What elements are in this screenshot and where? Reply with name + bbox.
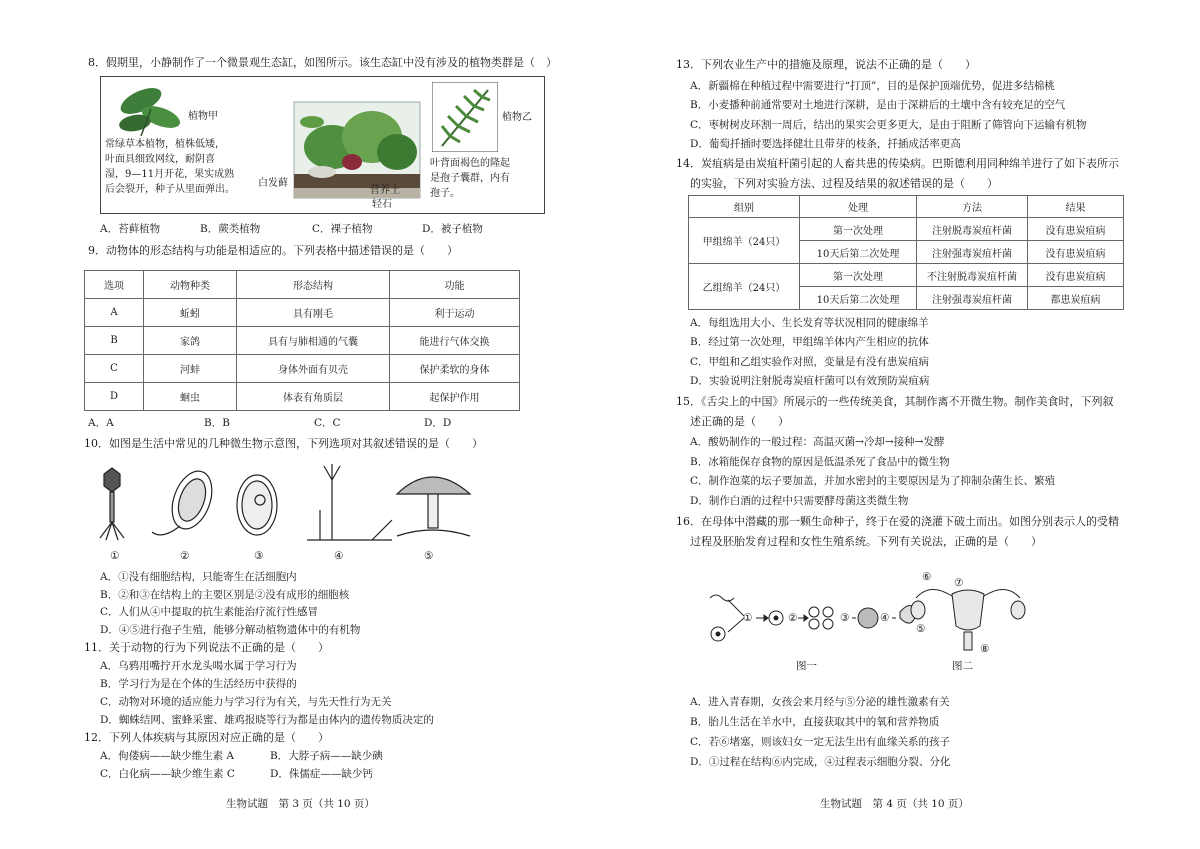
- table-row: [85, 299, 520, 327]
- q11-option-d[interactable]: D．蜘蛛结网、蜜蜂采蜜、雄鸡报晓等行为都是由体内的遗传物质决定的: [100, 714, 434, 726]
- cell: B: [85, 327, 144, 355]
- q13-option-d[interactable]: D．葡萄扦插时要选择健壮且带芽的枝条，扦插成活率更高: [690, 138, 961, 150]
- fig1-caption: 图一: [796, 660, 817, 672]
- q12-option-a[interactable]: A．佝偻病——缺少维生素 A: [100, 750, 235, 762]
- table-row: [85, 327, 520, 355]
- q9-table: [84, 270, 520, 411]
- cell: 体表有角质层: [237, 383, 390, 411]
- q16-option-b[interactable]: B．胎儿生活在羊水中，直接获取其中的氧和营养物质: [690, 716, 940, 728]
- q9-header-function: 功能: [390, 271, 520, 299]
- table-row: [85, 355, 520, 383]
- plant-b-box: [428, 80, 540, 208]
- cell: 注射强毒炭疽杆菌: [917, 287, 1028, 310]
- q10-option-c[interactable]: C．人们从④中提取的抗生素能治疗流行性感冒: [100, 606, 319, 618]
- q14-option-b[interactable]: B．经过第一次处理，甲组绵羊体内产生相应的抗体: [690, 336, 929, 348]
- table-row: [85, 383, 520, 411]
- fig2-num-6: ⑥: [922, 571, 932, 583]
- fig1-num-1: ①: [743, 612, 753, 624]
- q11-option-c[interactable]: C．动物对环境的适应能力与学习行为有关，与先天性行为无关: [100, 696, 392, 708]
- cell: 具有与肺相通的气囊: [237, 327, 390, 355]
- cell: 10天后第二次处理: [800, 287, 917, 310]
- q13-option-c[interactable]: C．枣树树皮环割一周后，结出的果实会更多更大，是由于阻断了筛管向下运输有机物: [690, 119, 1087, 131]
- q10-option-b[interactable]: B．②和③在结构上的主要区别是②没有成形的细胞核: [100, 589, 350, 601]
- q8-option-b[interactable]: B．蕨类植物: [200, 223, 261, 235]
- q13-option-b[interactable]: B．小麦播种前通常要对土地进行深耕，是由于深耕后的土壤中含有较充足的空气: [690, 99, 1066, 111]
- cell: 家鸽: [144, 327, 237, 355]
- q12-option-c[interactable]: C．白化病——缺少维生素 C: [100, 768, 235, 780]
- fig-num-3: ③: [254, 550, 264, 562]
- q8-option-c[interactable]: C．裸子植物: [312, 223, 373, 235]
- q12-stem: 12．下列人体疾病与其原因对应正确的是（ ）: [84, 731, 329, 744]
- fig2-num-5: ⑤: [916, 623, 926, 635]
- group-b-cell: 乙组绵羊（24只）: [689, 264, 800, 310]
- q16-option-d[interactable]: D．①过程在结构⑥内完成，④过程表示细胞分裂、分化: [690, 756, 951, 768]
- plant-a-title: 植物甲: [188, 111, 218, 122]
- cell: D: [85, 383, 144, 411]
- q9-stem: 9．动物体的形态结构与功能是相适应的。下列表格中描述错误的是（ ）: [88, 244, 458, 257]
- label-moss: 白发藓: [258, 178, 288, 189]
- q14-stem-1: 14．炭疽病是由炭疽杆菌引起的人畜共患的传染病。巴斯德利用同种绵羊进行了如下表所示: [676, 157, 1119, 170]
- q14-table: [688, 195, 1124, 310]
- q16-stem-2: 过程及胚胎发育过程和女性生殖系统。下列有关说法，正确的是（ ）: [690, 535, 1042, 548]
- fern-leaf-icon: [432, 82, 498, 152]
- yeast-icon: [237, 475, 277, 535]
- fig2-num-7: ⑦: [954, 577, 964, 589]
- cell: C: [85, 355, 144, 383]
- q9-option-c[interactable]: C．C: [314, 417, 341, 429]
- q11-option-b[interactable]: B．学习行为是在个体的生活经历中获得的: [100, 678, 297, 690]
- q10-stem: 10．如图是生活中常见的几种微生物示意图，下列选项对其叙述错误的是（ ）: [84, 437, 483, 450]
- q8-stem: 8．假期里，小静制作了一个微景观生态缸，如图所示。该生态缸中没有涉及的植物类群是（ ）: [88, 56, 557, 69]
- plant-a-desc-2: 叶面具细致网纹，耐阴喜: [105, 154, 215, 165]
- q9-header-animal: 动物种类: [144, 271, 237, 299]
- cell: 没有患炭疽病: [1028, 241, 1124, 264]
- cell: 身体外面有贝壳: [237, 355, 390, 383]
- fig-num-5: ⑤: [424, 550, 434, 562]
- q15-option-b[interactable]: B．冰箱能保存食物的原因是低温杀死了食品中的微生物: [690, 456, 950, 468]
- group-a-cell: 甲组绵羊（24只）: [689, 218, 800, 264]
- q15-option-a[interactable]: A．酸奶制作的一般过程：高温灭菌→冷却→接种→发酵: [690, 436, 945, 448]
- plant-a-leaf-icon: [111, 81, 191, 141]
- q14-header-group: 组别: [689, 196, 800, 218]
- plant-b-title: 植物乙: [502, 112, 532, 123]
- fig2-num-8: ⑧: [980, 643, 990, 655]
- cell: 利于运动: [390, 299, 520, 327]
- microbes-figure: [92, 460, 472, 552]
- cell: 保护柔软的身体: [390, 355, 520, 383]
- q14-header-treatment: 处理: [800, 196, 917, 218]
- q14-stem-2: 的实验，下列对实验方法、过程及结果的叙述错误的是（ ）: [690, 177, 998, 190]
- plant-a-desc-4: 后会裂开，种子从里面弹出。: [105, 184, 235, 195]
- plant-b-desc-1: 叶背面褐色的隆起: [430, 158, 510, 169]
- bacterium-icon: [152, 466, 219, 535]
- q16-option-a[interactable]: A．进入青春期，女孩会来月经与⑤分泌的雄性激素有关: [690, 696, 950, 708]
- penicillium-icon: [307, 464, 392, 540]
- q15-option-c[interactable]: C．制作泡菜的坛子要加盖，并加水密封的主要原因是为了抑制杂菌生长、繁殖: [690, 475, 1056, 487]
- table-row: [689, 264, 1124, 287]
- q9-option-d[interactable]: D．D: [424, 417, 452, 429]
- q12-option-b[interactable]: B．大脖子病——缺少碘: [270, 750, 383, 762]
- q9-option-a[interactable]: A．A: [88, 417, 114, 429]
- plant-a-desc-3: 湿，9—11月开花，果实成熟: [105, 169, 235, 180]
- page-footer-3: 生物试题 第 3 页（共 10 页）: [226, 798, 375, 810]
- fig2-caption: 图二: [952, 660, 973, 672]
- q16-stem-1: 16．在母体中潜藏的那一颗生命种子，终于在爱的浇灌下破土而出。如图分别表示人的受精: [676, 515, 1119, 528]
- cell: 没有患炭疽病: [1028, 218, 1124, 241]
- q14-header-method: 方法: [917, 196, 1028, 218]
- cell: 没有患炭疽病: [1028, 264, 1124, 287]
- fig1-num-2: ②: [788, 612, 798, 624]
- cell: 注射脱毒炭疽杆菌: [917, 218, 1028, 241]
- page-footer-4: 生物试题 第 4 页（共 10 页）: [820, 798, 969, 810]
- q8-option-a[interactable]: A．苔藓植物: [100, 223, 161, 235]
- fig1-num-3: ③: [840, 612, 850, 624]
- q15-stem-2: 述正确的是（ ）: [690, 415, 789, 428]
- cell: 蛔虫: [144, 383, 237, 411]
- q11-option-a[interactable]: A．乌鸦用嘴拧开水龙头喝水属于学习行为: [100, 660, 297, 672]
- cell: 起保护作用: [390, 383, 520, 411]
- virus-icon: [100, 468, 124, 540]
- cell: 注射强毒炭疽杆菌: [917, 241, 1028, 264]
- q16-option-c[interactable]: C．若⑥堵塞，则该妇女一定无法生出有血缘关系的孩子: [690, 736, 951, 748]
- cell: 10天后第二次处理: [800, 241, 917, 264]
- female-reproductive-figure: [908, 576, 1028, 652]
- q13-stem: 13．下列农业生产中的措施及原理，说法不正确的是（ ）: [676, 58, 976, 71]
- cell: 河蚌: [144, 355, 237, 383]
- cell: 都患炭疽病: [1028, 287, 1124, 310]
- plant-b-desc-2: 是孢子囊群，内有: [430, 173, 510, 184]
- fig1-num-4: ④: [880, 612, 890, 624]
- q12-option-d[interactable]: D．侏儒症——缺少钙: [270, 768, 373, 780]
- q10-option-d[interactable]: D．④⑤进行孢子生殖，能够分解动植物遗体中的有机物: [100, 624, 361, 636]
- q14-option-d[interactable]: D．实验说明注射脱毒炭疽杆菌可以有效预防炭疽病: [690, 375, 930, 387]
- fig-num-4: ④: [334, 550, 344, 562]
- q10-option-a[interactable]: A．①没有细胞结构，只能寄生在活细胞内: [100, 571, 297, 583]
- cell: 能进行气体交换: [390, 327, 520, 355]
- mushroom-icon: [397, 477, 470, 536]
- q9-header-option: 选项: [85, 271, 144, 299]
- q11-stem: 11．关于动物的行为下列说法不正确的是（ ）: [84, 641, 329, 654]
- cell: A: [85, 299, 144, 327]
- page-4: [600, 0, 1200, 849]
- q8-option-d[interactable]: D．被子植物: [422, 223, 483, 235]
- q14-header-result: 结果: [1028, 196, 1124, 218]
- q15-option-d[interactable]: D．制作白酒的过程中只需要酵母菌这类微生物: [690, 495, 909, 507]
- cell: 具有刚毛: [237, 299, 390, 327]
- plant-a-desc-1: 常绿草本植物，植株低矮，: [105, 139, 225, 150]
- cell: 第一次处理: [800, 218, 917, 241]
- cell: 第一次处理: [800, 264, 917, 287]
- q15-stem-1: 15．《舌尖上的中国》所展示的一些传统美食，其制作离不开微生物。制作美食时，下列叙: [676, 395, 1114, 408]
- plant-b-desc-3: 孢子。: [430, 188, 460, 199]
- q14-option-a[interactable]: A．每组选用大小、生长发育等状况相同的健康绵羊: [690, 317, 929, 329]
- cell: 不注射脱毒炭疽杆菌: [917, 264, 1028, 287]
- terrarium-photo: [292, 92, 422, 200]
- q13-option-a[interactable]: A．新疆棉在种植过程中需要进行“打顶”，目的是保护顶端优势，促进多结棉桃: [690, 80, 1055, 92]
- label-soil: 营养土: [370, 185, 400, 196]
- q9-header-structure: 形态结构: [237, 271, 390, 299]
- label-stone: 轻石: [372, 199, 392, 210]
- cell: 蚯蚓: [144, 299, 237, 327]
- fig-num-1: ①: [110, 550, 120, 562]
- q14-option-c[interactable]: C．甲组和乙组实验作对照，变量是有没有患炭疽病: [690, 356, 930, 368]
- fig-num-2: ②: [180, 550, 190, 562]
- table-row: [689, 218, 1124, 241]
- q9-option-b[interactable]: B．B: [204, 417, 230, 429]
